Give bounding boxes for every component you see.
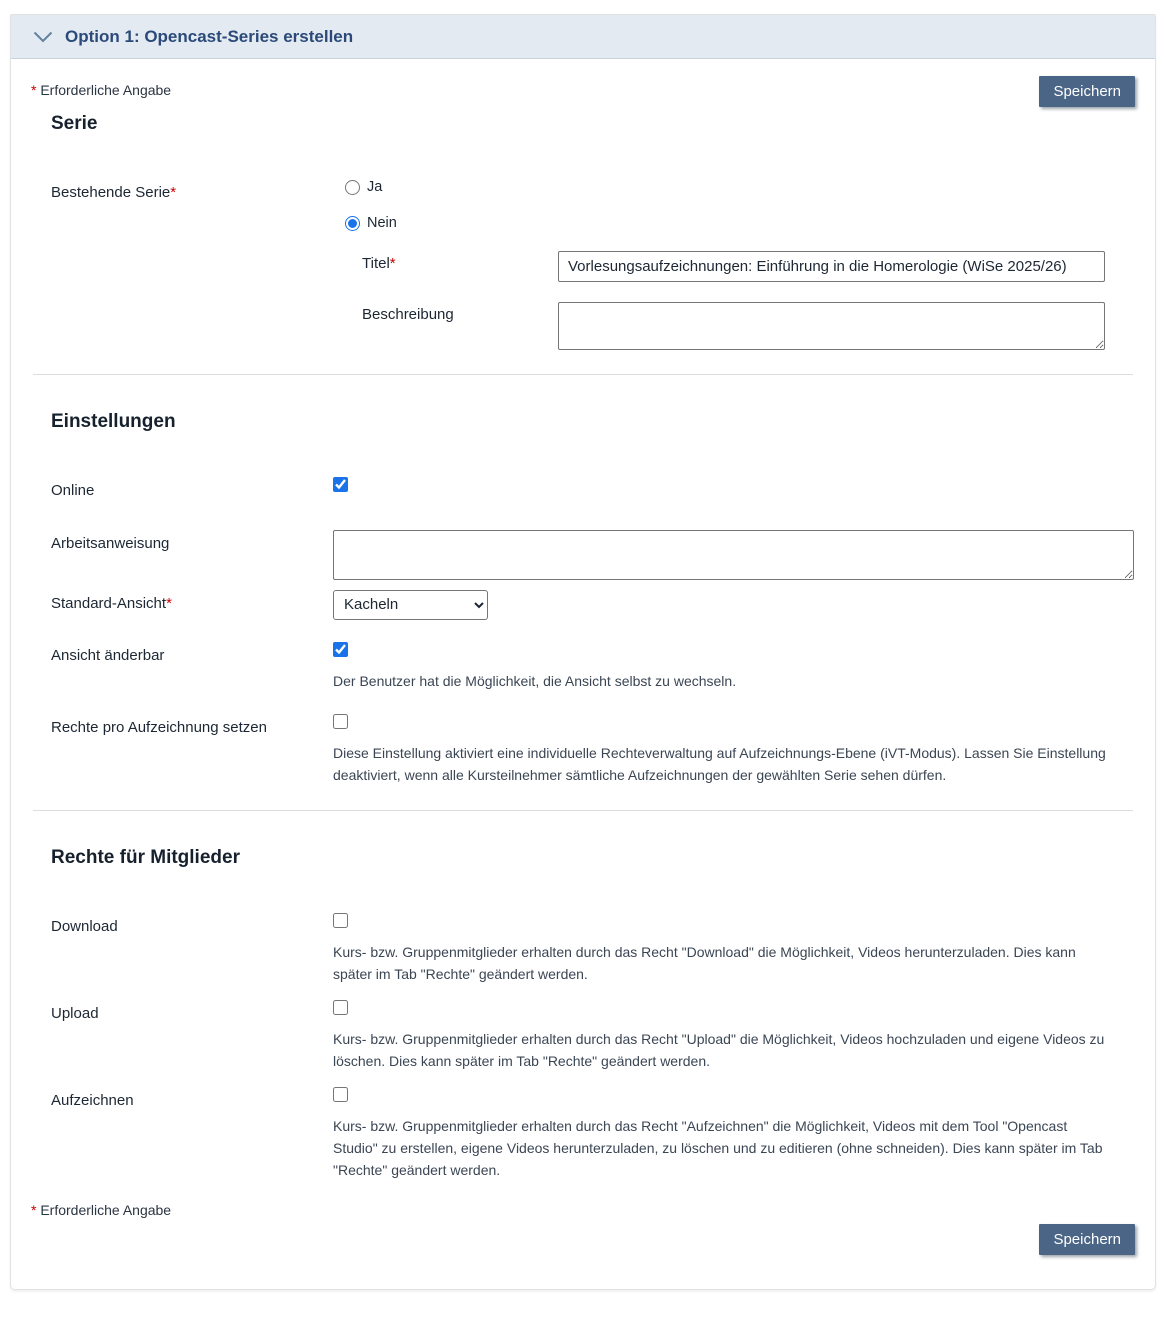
upload-checkbox[interactable] bbox=[333, 1000, 348, 1015]
section-divider bbox=[33, 810, 1133, 811]
titel-input[interactable] bbox=[558, 251, 1105, 282]
panel-content bbox=[11, 59, 1155, 1289]
online-checkbox[interactable] bbox=[333, 477, 348, 492]
required-note-text: Erforderliche Angabe bbox=[40, 1201, 172, 1218]
rechte-pro-aufzeichnung-cell bbox=[333, 714, 1135, 786]
arbeitsanweisung-label: Arbeitsanweisung bbox=[51, 534, 170, 552]
aufzeichnen-label: Aufzeichnen bbox=[51, 1092, 134, 1110]
save-button-top[interactable]: Speichern bbox=[1039, 76, 1135, 107]
opencast-series-panel bbox=[10, 14, 1156, 1290]
section-rechte bbox=[31, 847, 1135, 1182]
radio-ja-label[interactable]: Ja bbox=[367, 179, 383, 195]
rechte-pro-aufzeichnung-checkbox[interactable] bbox=[333, 714, 348, 729]
aufzeichnen-checkbox[interactable] bbox=[333, 1087, 348, 1102]
required-note-text: Erforderliche Angabe bbox=[40, 82, 172, 98]
required-asterisk: * bbox=[166, 594, 172, 612]
radio-row-ja bbox=[345, 179, 1135, 195]
top-toolbar bbox=[31, 76, 1135, 107]
required-asterisk: * bbox=[31, 82, 37, 98]
online-label: Online bbox=[51, 482, 95, 499]
standard-ansicht-select[interactable] bbox=[333, 590, 488, 620]
radio-nein-label[interactable]: Nein bbox=[367, 215, 397, 231]
download-label: Download bbox=[51, 917, 118, 935]
aufzeichnen-help: Kurs- bzw. Gruppenmitglieder erhalten durch das Recht "Aufzeichnen" die Möglichkeit, Videos mit dem Tool "Opencast Studio" zu erstellen, eigene Videos herunterzuladen, zu löschen und zu editieren (ohne schneiden). Dies kann später im Tab "Rechte" geändert werden. bbox=[333, 1118, 1103, 1179]
beschreibung-textarea[interactable] bbox=[558, 302, 1105, 350]
beschreibung-label: Beschreibung bbox=[362, 306, 454, 323]
accordion-title: Option 1: Opencast-Series erstellen bbox=[65, 27, 354, 46]
required-asterisk: * bbox=[389, 255, 396, 272]
radio-ja[interactable] bbox=[345, 180, 360, 195]
rechte-pro-aufzeichnung-label: Rechte pro Aufzeichnung setzen bbox=[51, 718, 267, 736]
upload-row bbox=[51, 1000, 1135, 1072]
upload-cell bbox=[333, 1000, 1135, 1072]
upload-label: Upload bbox=[51, 1005, 99, 1023]
radio-nein[interactable] bbox=[345, 216, 360, 231]
section-serie bbox=[31, 113, 1135, 350]
rechte-pro-aufzeichnung-help: Diese Einstellung aktiviert eine individuelle Rechteverwaltung auf Aufzeichnungs-Ebene (iVT-Modus). Lassen Sie Einstellung deaktiviert, wenn alle Kursteilnehmer sämtliche Aufzeichnungen der gewählten Serie sehen dürfen. bbox=[333, 744, 1106, 783]
section-einstellungen bbox=[31, 411, 1135, 786]
required-asterisk: * bbox=[31, 1201, 37, 1218]
download-help: Kurs- bzw. Gruppenmitglieder erhalten durch das Recht "Download" die Möglichkeit, Videos herunterzuladen. Dies kann später im Tab "Rechte" geändert werden. bbox=[333, 943, 1076, 982]
ansicht-aenderbar-help: Der Benutzer hat die Möglichkeit, die Ansicht selbst zu wechseln. bbox=[333, 672, 737, 689]
einstellungen-heading: Einstellungen bbox=[51, 411, 176, 432]
standard-ansicht-cell bbox=[333, 590, 1135, 620]
accordion-header-option1[interactable] bbox=[11, 15, 1155, 59]
standard-ansicht-label: Standard-Ansicht* bbox=[51, 594, 172, 612]
download-checkbox[interactable] bbox=[333, 913, 348, 928]
arbeitsanweisung-row bbox=[51, 530, 1135, 580]
chevron-down-icon bbox=[33, 31, 53, 43]
ansicht-aenderbar-label: Ansicht änderbar bbox=[51, 646, 165, 664]
online-row bbox=[51, 477, 1135, 504]
rechte-heading: Rechte für Mitglieder bbox=[51, 846, 240, 868]
bestehende-serie-options bbox=[333, 179, 1135, 350]
download-row bbox=[51, 913, 1135, 985]
aufzeichnen-row bbox=[51, 1087, 1135, 1181]
ansicht-aenderbar-cell bbox=[333, 642, 1135, 692]
save-button-bottom[interactable]: Speichern bbox=[1039, 1224, 1135, 1255]
upload-help: Kurs- bzw. Gruppenmitglieder erhalten durch das Recht "Upload" die Möglichkeit, Videos hochzuladen und eigene Videos zu löschen. Dies kann später im Tab "Rechte" geändert werden. bbox=[333, 1031, 1105, 1070]
download-cell bbox=[333, 913, 1135, 985]
radio-row-nein bbox=[345, 215, 1135, 231]
ansicht-aenderbar-checkbox[interactable] bbox=[333, 642, 348, 657]
required-asterisk: * bbox=[170, 184, 177, 201]
rechte-pro-aufzeichnung-row bbox=[51, 714, 1135, 786]
titel-label: Titel* bbox=[362, 255, 396, 272]
beschreibung-row bbox=[345, 302, 1135, 350]
bottom-toolbar bbox=[31, 1224, 1135, 1255]
bestehende-serie-label: Bestehende Serie* bbox=[51, 184, 177, 201]
required-note-bottom bbox=[31, 1202, 1135, 1218]
aufzeichnen-cell bbox=[333, 1087, 1135, 1181]
standard-ansicht-row bbox=[51, 590, 1135, 620]
serie-heading: Serie bbox=[51, 113, 98, 134]
arbeitsanweisung-textarea[interactable] bbox=[333, 530, 1134, 580]
ansicht-aenderbar-row bbox=[51, 642, 1135, 692]
bestehende-serie-row bbox=[51, 179, 1135, 350]
online-cell bbox=[333, 477, 1135, 497]
section-divider bbox=[33, 374, 1133, 375]
titel-row bbox=[345, 251, 1135, 282]
required-note-top bbox=[31, 76, 171, 98]
